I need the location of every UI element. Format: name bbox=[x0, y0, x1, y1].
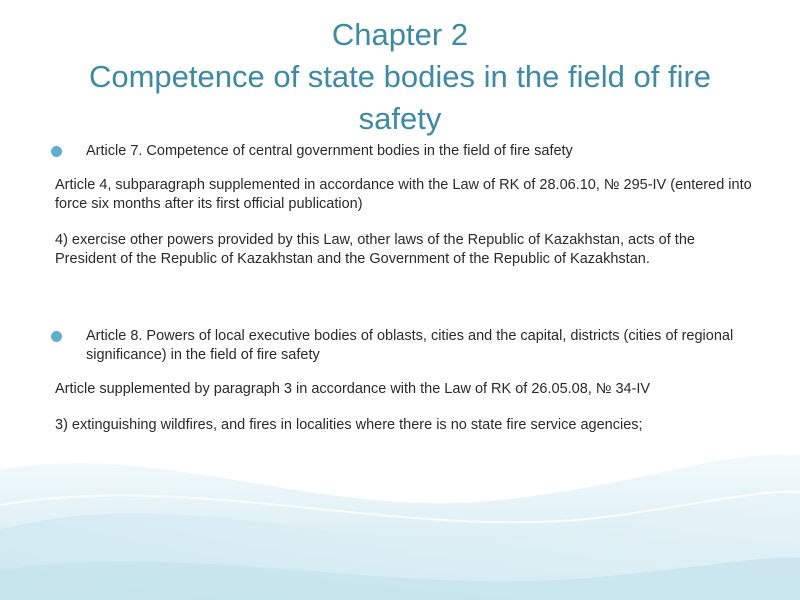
title-line-3: safety bbox=[358, 101, 442, 136]
bullet-article-8 bbox=[55, 327, 755, 365]
title-line-2: Competence of state bodies in the field of fire bbox=[88, 59, 712, 94]
article-4-item: 4) exercise other powers provided by this Law, other laws of the Republic of Kazakhstan, acts of the President of the Republic of Kazakhstan and the Government of the Republic of Kazakhstan. bbox=[55, 232, 695, 267]
bullet-dot-icon bbox=[51, 331, 62, 342]
bullet-dot-icon bbox=[51, 146, 62, 157]
bullet-article-8-text: Article 8. Powers of local executive bodies of oblasts, cities and the capital, districts (cities of regional significance) in the field of fire safety bbox=[86, 328, 734, 363]
article-8-note: Article supplemented by paragraph 3 in accordance with the Law of RK of 26.05.08, № 34-IV bbox=[55, 381, 651, 397]
bullet-article-7-text: Article 7. Competence of central government bodies in the field of fire safety bbox=[86, 143, 573, 159]
slide-body bbox=[55, 142, 755, 435]
bullet-article-7 bbox=[55, 142, 755, 161]
article-8-item: 3) extinguishing wildfires, and fires in localities where there is no state fire service agencies; bbox=[55, 417, 643, 433]
slide-title bbox=[40, 14, 760, 140]
title-line-1: Chapter 2 bbox=[331, 17, 469, 52]
article-4-note: Article 4, subparagraph supplemented in accordance with the Law of RK of 28.06.10, № 295-IV (entered into force six months after its first official publication) bbox=[55, 177, 752, 212]
